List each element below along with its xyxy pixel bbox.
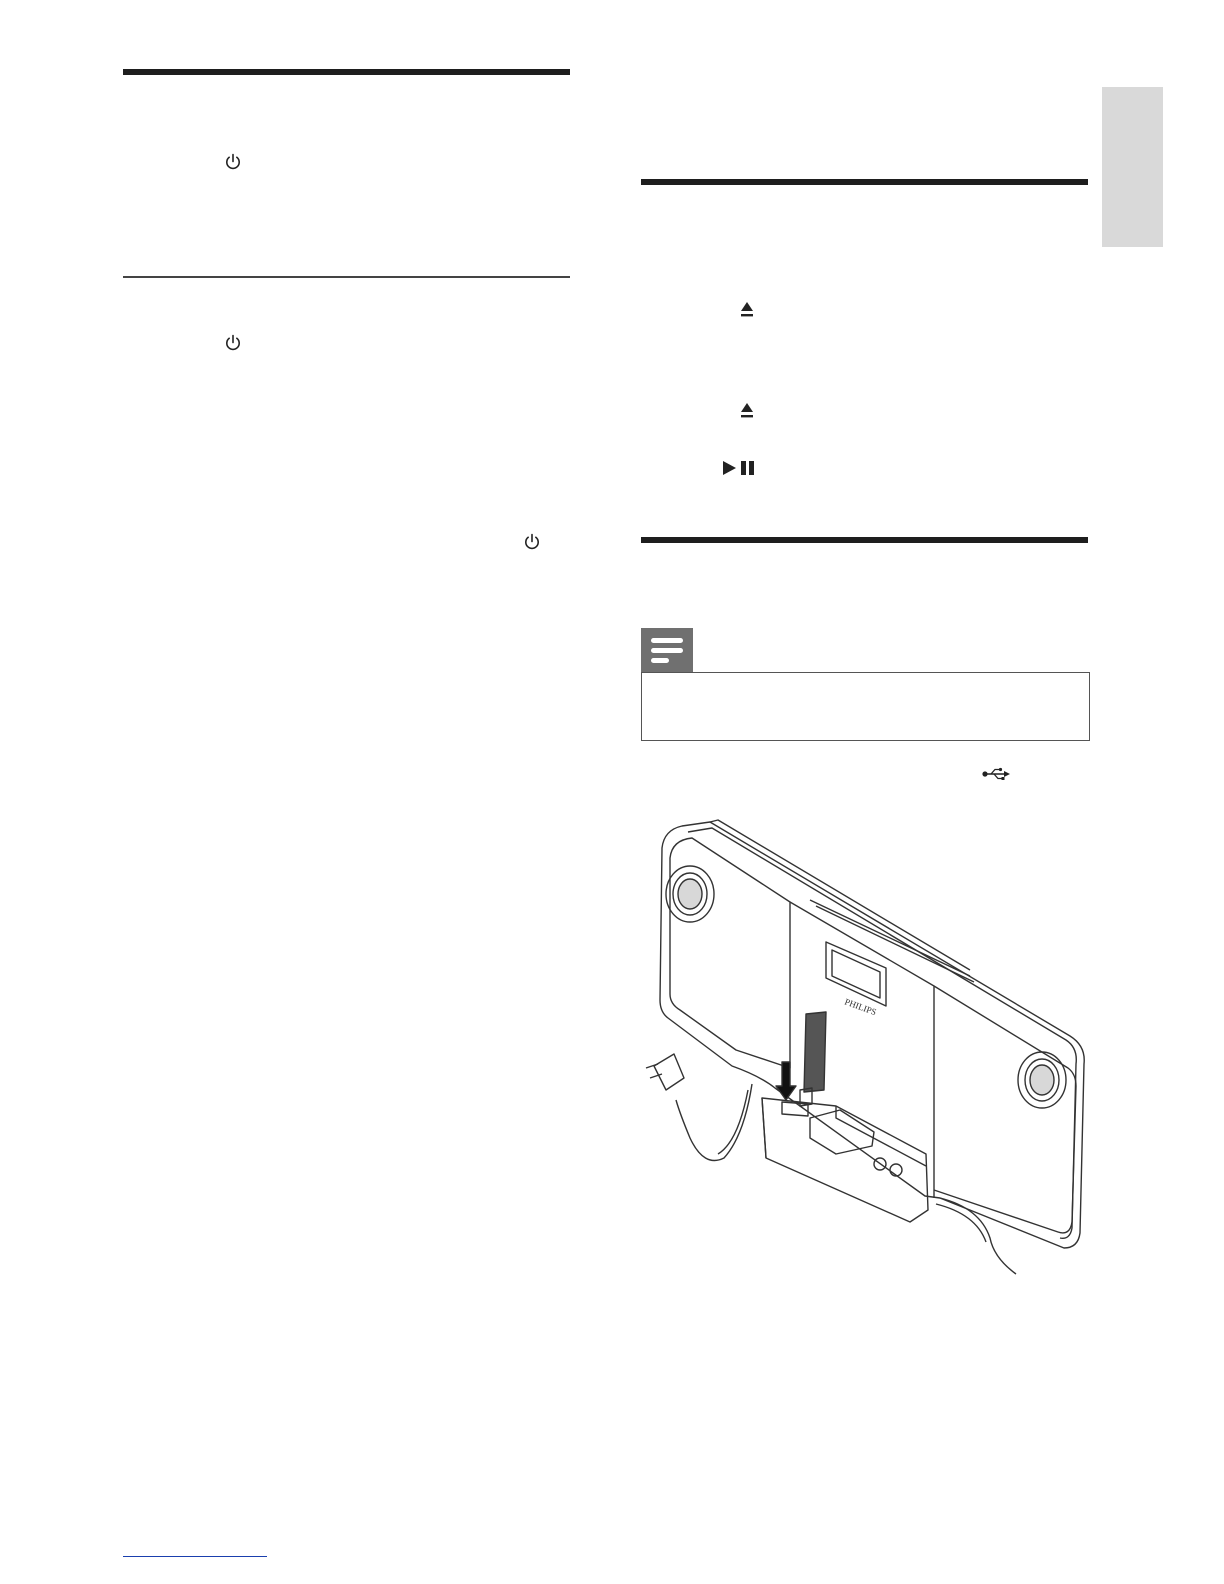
brand-label: PHILIPS [843, 996, 878, 1018]
subsection-rule-left [123, 276, 570, 278]
power-icon [523, 533, 541, 551]
eject-icon [740, 301, 754, 319]
usb-icon [982, 767, 1010, 781]
power-icon [224, 153, 242, 171]
section-rule-disc [641, 179, 1088, 185]
note-icon [651, 637, 685, 665]
eject-icon [740, 402, 754, 420]
section-rule-usb [641, 537, 1088, 543]
play-pause-icon [722, 459, 758, 477]
note-box [641, 672, 1090, 741]
language-side-tab [1102, 87, 1163, 247]
note-tab [641, 628, 693, 673]
power-icon [224, 334, 242, 352]
device-usb-illustration [640, 818, 1090, 1280]
footer-link-underline[interactable] [123, 1556, 267, 1557]
section-rule-top-left [123, 69, 570, 75]
